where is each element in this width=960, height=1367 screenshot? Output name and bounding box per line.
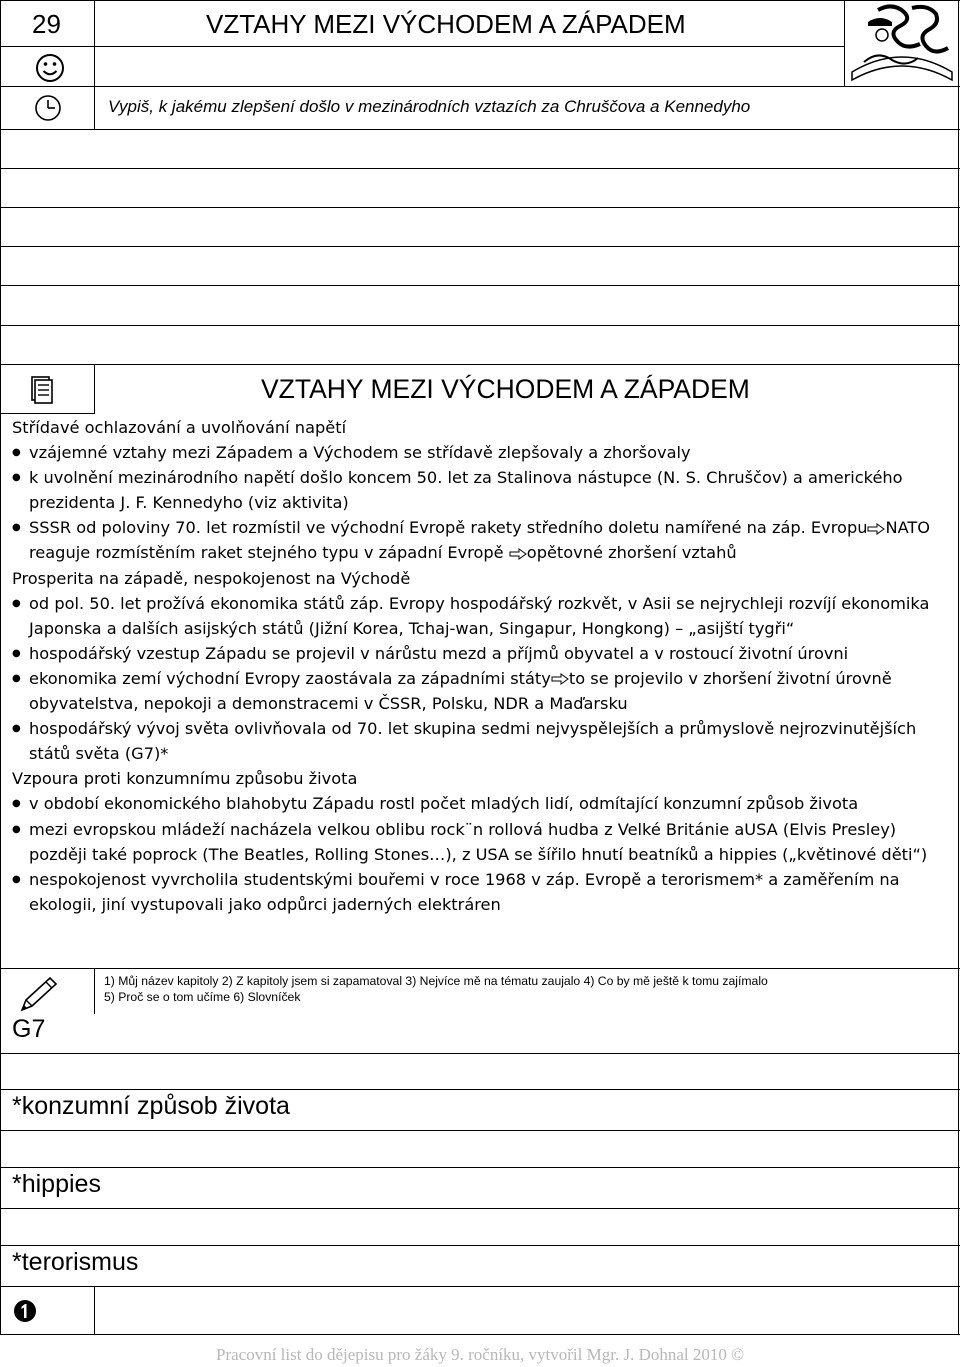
- rule: [94, 0, 95, 129]
- rule: [0, 0, 1, 1335]
- bullet-item: ● nespokojenost vyvrcholila studentskými bouřemi v roce 1968 v záp. Evropě a terorismem* a zaměřením na ekologii, jiní vystupovali jako odpůrci jaderných elektráren: [12, 867, 952, 917]
- rule: [844, 0, 845, 86]
- rule: [94, 1286, 95, 1335]
- clock-icon: [34, 94, 62, 122]
- smiley-icon: [35, 53, 65, 83]
- rule: [0, 86, 960, 87]
- arrow-right-icon: [509, 548, 527, 560]
- rule: [94, 364, 95, 414]
- rule: [0, 1208, 960, 1209]
- subheading: Vzpoura proti konzumnímu způsobu života: [12, 769, 358, 789]
- rule: [0, 364, 960, 365]
- footer-credit: Pracovní list do dějepisu pro žáky 9. ročníku, vytvořil Mgr. J. Dohnal 2010 ©: [216, 1345, 745, 1364]
- number-one-icon: [13, 1299, 37, 1323]
- section-title: VZTAHY MEZI VÝCHODEM A ZÁPADEM: [261, 374, 750, 404]
- rule: [0, 129, 960, 130]
- bullet-item: ● mezi evropskou mládeží nacházela velkou oblibu rock¨n rollová hudba z Velké Británie aUSA (Elvis Presley) později také poprock (The Beatles, Rolling Stones…), z USA se šířilo hnutí beatníků a hippies („květinové děti“): [12, 817, 952, 867]
- rule: [0, 168, 960, 169]
- glossary-term-g7: G7: [12, 1015, 46, 1043]
- rule: [0, 1053, 960, 1054]
- bullet-item: ● v období ekonomického blahobytu Západu rostl počet mladých lidí, odmítající konzumní způsob života: [12, 791, 952, 816]
- bullet-item: ● SSSR od poloviny 70. let rozmístil ve východní Evropě rakety středního doletu namířené na záp. Evropu NATO reaguje rozmístěním raket stejného typu v západní Evropě opětovné zhoršení vztahů: [12, 515, 952, 565]
- bullet-item: ● hospodářský vývoj světa ovlivňovala od 70. let skupina sedmi nejvyspělejších a průmyslově nejrozvinutějších států světa (G7)*: [12, 716, 952, 766]
- reflection-prompts: 1) Můj název kapitoly 2) Z kapitoly jsem si zapamatoval 3) Nejvíce mě na tématu zaujalo 4) Co by mě ještě k tomu zajímalo 5) Proč se o tom učíme 6) Slovníček: [104, 974, 768, 1004]
- pencil-icon: [16, 974, 60, 1014]
- rule: [0, 1286, 960, 1287]
- task-instruction: Vypiš, k jakému zlepšení došlo v mezinárodních vztazích za Chruščova a Kennedyho: [108, 97, 751, 116]
- bullet-item: ● vzájemné vztahy mezi Západem a Východem se střídavě zlepšovaly a zhoršovaly: [12, 440, 952, 465]
- bullet-item: ● k uvolnění mezinárodního napětí došlo koncem 50. let za Stalinova nástupce (N. S. Chruščov) a amerického prezidenta J. F. Kennedyho (viz aktivita): [12, 465, 952, 515]
- rule: [0, 1130, 960, 1131]
- rule: [94, 968, 95, 1014]
- rule: [0, 207, 960, 208]
- arrow-right-icon: [867, 523, 885, 535]
- bullet-item: ● od pol. 50. let prožívá ekonomika států záp. Evropy hospodářský rozkvět, v Asii se nejrychleji rozvíjí ekonomika Japonska a dalších asijských států (Jižní Korea, Tchaj-wan, Singapur, Hongkong) – „asijští tygři“: [12, 591, 952, 641]
- glossary-term-konzum: *konzumní způsob života: [12, 1092, 290, 1120]
- rule: [0, 1167, 960, 1168]
- rule: [0, 46, 844, 47]
- rule: [0, 413, 94, 414]
- bullet-item: ● hospodářský vzestup Západu se projevil v nárůstu mezd a příjmů obyvatel a v rostoucí životní úrovni: [12, 641, 952, 666]
- lesson-text: [12, 415, 952, 917]
- notebook-icon: [29, 375, 57, 405]
- glossary-term-hippies: *hippies: [12, 1170, 101, 1198]
- rule: [0, 285, 960, 286]
- rule: [0, 1245, 960, 1246]
- worksheet-number: 29: [32, 9, 61, 39]
- subheading: Prosperita na západě, nespokojenost na Východě: [12, 568, 411, 588]
- rule: [0, 968, 960, 969]
- worksheet-title: VZTAHY MEZI VÝCHODEM A ZÁPADEM: [206, 9, 686, 39]
- rule: [0, 325, 960, 326]
- wallachian-logo: [848, 2, 956, 82]
- rule: [958, 0, 959, 1335]
- rule: [0, 0, 960, 1]
- glossary-term-terorismus: *terorismus: [12, 1248, 139, 1276]
- rule: [0, 246, 960, 247]
- bullet-item: ● ekonomika zemí východní Evropy zaostávala za západními státy to se projevilo v zhoršení životní úrovně obyvatelstva, nepokoji a demonstracemi v ČSSR, Polsku, NDR a Maďarsku: [12, 666, 952, 716]
- subheading: Střídavé ochlazování a uvolňování napětí: [12, 418, 347, 437]
- arrow-right-icon: [551, 673, 569, 685]
- rule: [0, 1089, 960, 1090]
- rule: [0, 1334, 960, 1335]
